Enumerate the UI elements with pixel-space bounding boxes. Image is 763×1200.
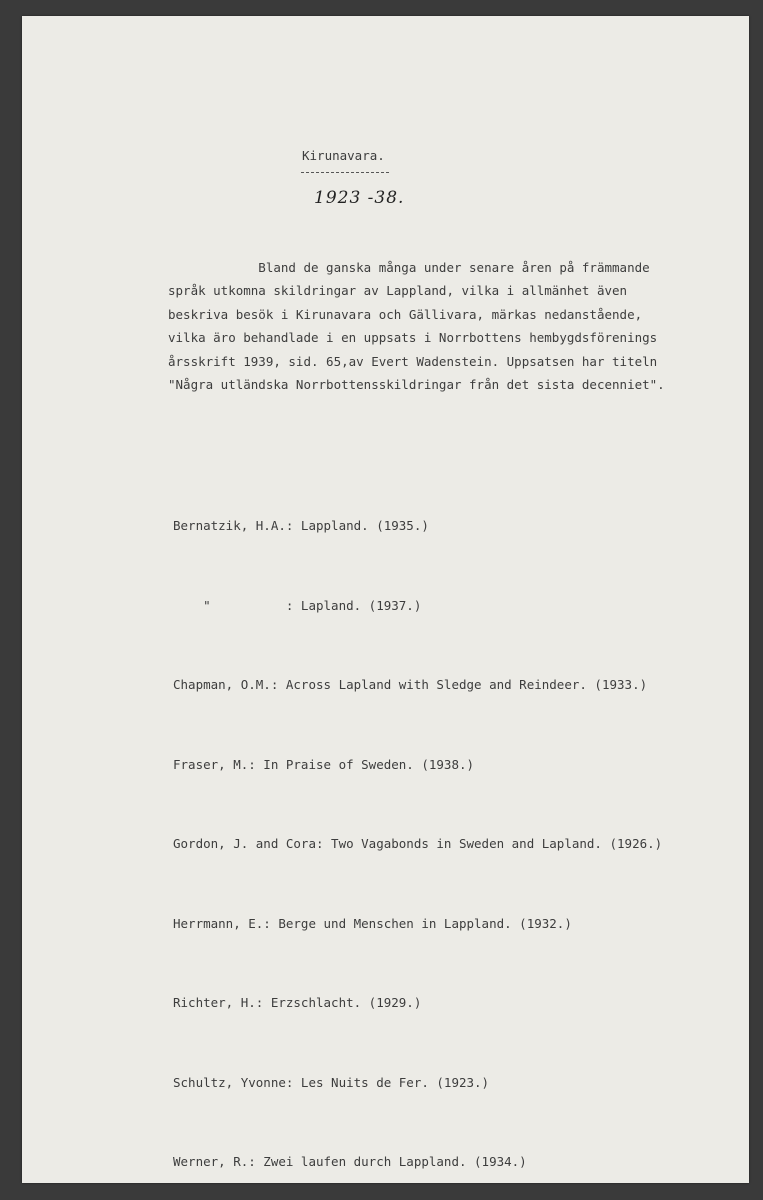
intro-paragraph [168,256,728,396]
reference-entry: Schultz, Yvonne: Les Nuits de Fer. (1923.) [173,1074,490,1090]
paragraph-line: beskriva besök i Kirunavara och Gällivara, märkas nedanstående, [168,306,643,322]
paragraph-line: språk utkomna skildringar av Lappland, vilka i allmänhet även [168,283,628,299]
handwritten-year-range: 1923 -38. [314,188,405,208]
document-title: Kirunavara. [302,148,385,163]
reference-entry: Richter, H.: Erzschlacht. (1929.) [173,995,422,1010]
reference-entry: Werner, R.: Zwei laufen durch Lappland. (1934.) [173,1154,527,1169]
reference-entry: Fraser, M.: In Praise of Sweden. (1938.) [173,756,475,772]
paragraph-line: årsskrift 1939, sid. 65,av Evert Wadenstein. Uppsatsen har titeln [168,353,658,369]
reference-entry: Gordon, J. and Cora: Two Vagabonds in Sweden and Lapland. (1926.) [173,836,663,851]
reference-entry: Bernatzik, H.A.: Lappland. (1935.) [173,518,429,533]
reference-list [173,460,662,1183]
reference-entry: " : Lapland. (1937.) [173,597,422,613]
paragraph-line: "Några utländska Norrbottensskildringar från det sista decenniet". [168,377,665,393]
reference-entry: Herrmann, E.: Berge und Menschen in Lappland. (1932.) [173,915,572,931]
reference-entry: Chapman, O.M.: Across Lapland with Sledge and Reindeer. (1933.) [173,677,648,692]
paragraph-line: Bland de ganska många under senare åren på främmande [168,260,650,275]
title-underline [301,172,389,173]
paragraph-line: vilka äro behandlade i en uppsats i Norrbottens hembygdsförenings [168,330,658,346]
document-page [22,16,749,1183]
